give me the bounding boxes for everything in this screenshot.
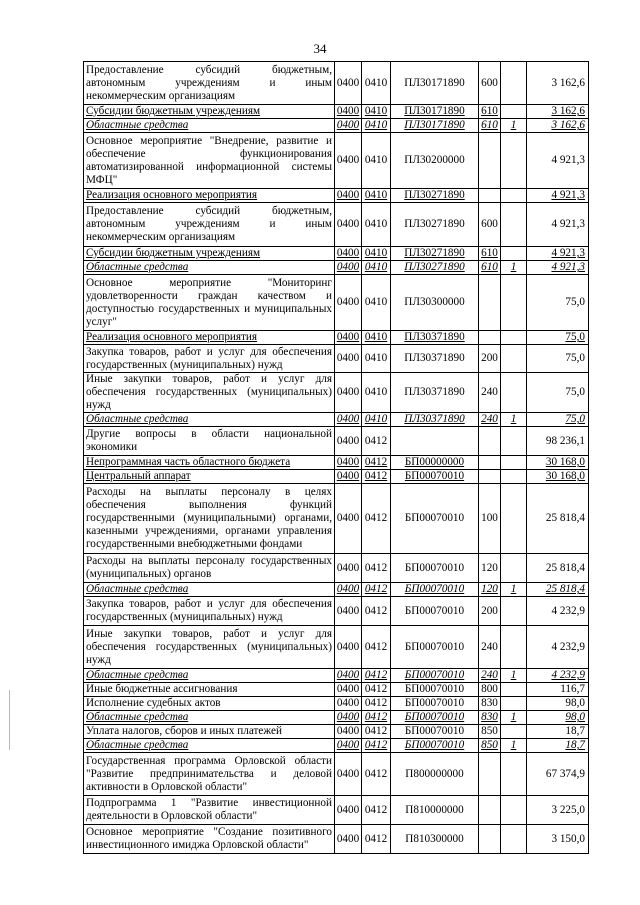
row-ved-code: 0400 bbox=[335, 247, 362, 261]
row-expense-type: 100 bbox=[479, 484, 501, 554]
row-ved-code: 0400 bbox=[335, 583, 362, 597]
row-ved-code: 0400 bbox=[335, 413, 362, 427]
row-ved-code: 0400 bbox=[335, 119, 362, 133]
table-row bbox=[84, 626, 589, 669]
row-amount: 25 818,4 bbox=[527, 554, 589, 583]
row-ved-code: 0400 bbox=[335, 484, 362, 554]
row-ved-code: 0400 bbox=[335, 711, 362, 725]
row-expense-type: 600 bbox=[479, 62, 501, 105]
row-amount: 25 818,4 bbox=[527, 484, 589, 554]
row-funding-source bbox=[501, 626, 527, 669]
row-expense-type: 610 bbox=[479, 119, 501, 133]
row-expense-type: 850 bbox=[479, 725, 501, 739]
table-row bbox=[84, 247, 589, 261]
table-row bbox=[84, 796, 589, 825]
row-section-code: 0412 bbox=[362, 753, 391, 796]
row-ved-code: 0400 bbox=[335, 62, 362, 105]
row-amount: 75,0 bbox=[527, 373, 589, 413]
row-expense-type: 830 bbox=[479, 711, 501, 725]
row-expense-type: 850 bbox=[479, 739, 501, 753]
row-name: Другие вопросы в области национальной экономики bbox=[84, 427, 335, 456]
margin-mark bbox=[9, 690, 10, 750]
row-funding-source bbox=[501, 470, 527, 484]
row-section-code: 0410 bbox=[362, 413, 391, 427]
table-row bbox=[84, 119, 589, 133]
row-target-article: БП00070010 bbox=[391, 554, 479, 583]
row-target-article: БП00070010 bbox=[391, 697, 479, 711]
row-target-article: П810000000 bbox=[391, 796, 479, 825]
row-section-code: 0412 bbox=[362, 739, 391, 753]
row-expense-type bbox=[479, 456, 501, 470]
row-ved-code: 0400 bbox=[335, 427, 362, 456]
row-funding-source bbox=[501, 484, 527, 554]
row-ved-code: 0400 bbox=[335, 597, 362, 626]
table-row bbox=[84, 456, 589, 470]
row-target-article: ПЛ30271890 bbox=[391, 261, 479, 275]
row-amount: 3 225,0 bbox=[527, 796, 589, 825]
row-section-code: 0412 bbox=[362, 697, 391, 711]
row-amount: 4 232,9 bbox=[527, 669, 589, 683]
row-target-article: БП00070010 bbox=[391, 739, 479, 753]
table-row bbox=[84, 669, 589, 683]
row-section-code: 0412 bbox=[362, 626, 391, 669]
row-section-code: 0410 bbox=[362, 62, 391, 105]
row-name: Основное мероприятие "Мониторинг удовлетворенности граждан качеством и доступностью государственных и муниципальных услуг" bbox=[84, 275, 335, 331]
row-section-code: 0410 bbox=[362, 247, 391, 261]
row-funding-source bbox=[501, 825, 527, 854]
row-ved-code: 0400 bbox=[335, 373, 362, 413]
row-name: Государственная программа Орловской области "Развитие предпринимательства и деловой активности в Орловской области" bbox=[84, 753, 335, 796]
row-expense-type bbox=[479, 133, 501, 189]
row-amount: 30 168,0 bbox=[527, 456, 589, 470]
row-target-article bbox=[391, 427, 479, 456]
row-expense-type bbox=[479, 331, 501, 345]
row-target-article: ПЛ30200000 bbox=[391, 133, 479, 189]
row-section-code: 0410 bbox=[362, 133, 391, 189]
row-amount: 4 921,3 bbox=[527, 247, 589, 261]
row-section-code: 0410 bbox=[362, 345, 391, 373]
page-number: 34 bbox=[313, 41, 327, 56]
row-target-article: БП00070010 bbox=[391, 683, 479, 697]
row-ved-code: 0400 bbox=[335, 203, 362, 247]
row-target-article: ПЛ30271890 bbox=[391, 203, 479, 247]
row-amount: 3 162,6 bbox=[527, 62, 589, 105]
row-name: Уплата налогов, сборов и иных платежей bbox=[84, 725, 335, 739]
table-row bbox=[84, 105, 589, 119]
row-name: Расходы на выплаты персоналу государственных (муниципальных) органов bbox=[84, 554, 335, 583]
row-target-article: ПЛ30171890 bbox=[391, 119, 479, 133]
row-amount: 18,7 bbox=[527, 725, 589, 739]
row-section-code: 0412 bbox=[362, 484, 391, 554]
table-row bbox=[84, 554, 589, 583]
row-name: Закупка товаров, работ и услуг для обеспечения государственных (муниципальных) нужд bbox=[84, 345, 335, 373]
table-row bbox=[84, 275, 589, 331]
row-section-code: 0410 bbox=[362, 331, 391, 345]
row-target-article: ПЛ30171890 bbox=[391, 62, 479, 105]
row-amount: 3 162,6 bbox=[527, 105, 589, 119]
row-name: Субсидии бюджетным учреждениям bbox=[84, 105, 335, 119]
row-section-code: 0412 bbox=[362, 456, 391, 470]
row-target-article: ПЛ30371890 bbox=[391, 345, 479, 373]
row-name: Областные средства bbox=[84, 739, 335, 753]
table-row bbox=[84, 739, 589, 753]
table-row bbox=[84, 331, 589, 345]
row-name: Иные закупки товаров, работ и услуг для обеспечения государственных (муниципальных) нужд bbox=[84, 373, 335, 413]
row-expense-type bbox=[479, 189, 501, 203]
row-funding-source bbox=[501, 554, 527, 583]
row-target-article: БП00070010 bbox=[391, 470, 479, 484]
row-section-code: 0410 bbox=[362, 373, 391, 413]
row-ved-code: 0400 bbox=[335, 456, 362, 470]
row-target-article: БП00070010 bbox=[391, 597, 479, 626]
row-expense-type: 830 bbox=[479, 697, 501, 711]
table-row bbox=[84, 825, 589, 854]
row-target-article: П800000000 bbox=[391, 753, 479, 796]
row-name: Реализация основного мероприятия bbox=[84, 331, 335, 345]
row-funding-source: 1 bbox=[501, 583, 527, 597]
row-target-article: БП00070010 bbox=[391, 669, 479, 683]
row-expense-type: 240 bbox=[479, 626, 501, 669]
row-section-code: 0412 bbox=[362, 554, 391, 583]
row-section-code: 0412 bbox=[362, 725, 391, 739]
table-row bbox=[84, 345, 589, 373]
row-section-code: 0412 bbox=[362, 583, 391, 597]
row-name: Областные средства bbox=[84, 711, 335, 725]
row-funding-source bbox=[501, 62, 527, 105]
row-name: Областные средства bbox=[84, 583, 335, 597]
row-expense-type bbox=[479, 753, 501, 796]
table-row bbox=[84, 711, 589, 725]
row-funding-source: 1 bbox=[501, 261, 527, 275]
row-funding-source bbox=[501, 697, 527, 711]
row-amount: 75,0 bbox=[527, 275, 589, 331]
row-funding-source: 1 bbox=[501, 669, 527, 683]
row-section-code: 0412 bbox=[362, 825, 391, 854]
table-row bbox=[84, 697, 589, 711]
row-target-article: ПЛ30371890 bbox=[391, 413, 479, 427]
row-section-code: 0410 bbox=[362, 261, 391, 275]
row-target-article: БП00070010 bbox=[391, 484, 479, 554]
row-ved-code: 0400 bbox=[335, 739, 362, 753]
table-row bbox=[84, 470, 589, 484]
row-ved-code: 0400 bbox=[335, 683, 362, 697]
row-name: Непрограммная часть областного бюджета bbox=[84, 456, 335, 470]
table-row bbox=[84, 725, 589, 739]
row-name: Областные средства bbox=[84, 119, 335, 133]
table-row bbox=[84, 597, 589, 626]
row-expense-type: 610 bbox=[479, 247, 501, 261]
row-ved-code: 0400 bbox=[335, 275, 362, 331]
row-ved-code: 0400 bbox=[335, 626, 362, 669]
row-name: Областные средства bbox=[84, 261, 335, 275]
row-name: Иные бюджетные ассигнования bbox=[84, 683, 335, 697]
row-section-code: 0412 bbox=[362, 796, 391, 825]
row-ved-code: 0400 bbox=[335, 725, 362, 739]
row-section-code: 0410 bbox=[362, 275, 391, 331]
row-section-code: 0410 bbox=[362, 119, 391, 133]
row-target-article: ПЛ30371890 bbox=[391, 373, 479, 413]
row-funding-source bbox=[501, 796, 527, 825]
row-funding-source bbox=[501, 597, 527, 626]
row-amount: 98,0 bbox=[527, 711, 589, 725]
table-row bbox=[84, 427, 589, 456]
table-row bbox=[84, 413, 589, 427]
row-funding-source bbox=[501, 683, 527, 697]
row-ved-code: 0400 bbox=[335, 133, 362, 189]
row-expense-type bbox=[479, 796, 501, 825]
row-funding-source: 1 bbox=[501, 413, 527, 427]
table-row bbox=[84, 753, 589, 796]
row-section-code: 0412 bbox=[362, 711, 391, 725]
row-section-code: 0412 bbox=[362, 683, 391, 697]
row-expense-type: 240 bbox=[479, 373, 501, 413]
row-funding-source bbox=[501, 427, 527, 456]
row-target-article: ПЛ30171890 bbox=[391, 105, 479, 119]
row-amount: 98 236,1 bbox=[527, 427, 589, 456]
row-ved-code: 0400 bbox=[335, 189, 362, 203]
row-ved-code: 0400 bbox=[335, 669, 362, 683]
row-expense-type bbox=[479, 825, 501, 854]
row-name: Центральный аппарат bbox=[84, 470, 335, 484]
row-ved-code: 0400 bbox=[335, 470, 362, 484]
table-row bbox=[84, 203, 589, 247]
row-ved-code: 0400 bbox=[335, 345, 362, 373]
row-name: Подпрограмма 1 "Развитие инвестиционной деятельности в Орловской области" bbox=[84, 796, 335, 825]
row-funding-source bbox=[501, 105, 527, 119]
row-amount: 4 921,3 bbox=[527, 133, 589, 189]
row-section-code: 0412 bbox=[362, 669, 391, 683]
row-name: Иные закупки товаров, работ и услуг для обеспечения государственных (муниципальных) нужд bbox=[84, 626, 335, 669]
row-expense-type: 200 bbox=[479, 597, 501, 626]
row-ved-code: 0400 bbox=[335, 796, 362, 825]
row-name: Предоставление субсидий бюджетным, автономным учреждениям и иным некоммерческим организациям bbox=[84, 62, 335, 105]
row-ved-code: 0400 bbox=[335, 261, 362, 275]
table-row bbox=[84, 683, 589, 697]
row-amount: 4 921,3 bbox=[527, 261, 589, 275]
row-target-article: ПЛ30271890 bbox=[391, 189, 479, 203]
row-target-article: БП00070010 bbox=[391, 725, 479, 739]
row-name: Основное мероприятие "Создание позитивного инвестиционного имиджа Орловской области" bbox=[84, 825, 335, 854]
row-funding-source: 1 bbox=[501, 711, 527, 725]
row-target-article: ПЛ30300000 bbox=[391, 275, 479, 331]
row-funding-source: 1 bbox=[501, 739, 527, 753]
row-funding-source bbox=[501, 345, 527, 373]
row-target-article: П810300000 bbox=[391, 825, 479, 854]
table-row bbox=[84, 133, 589, 189]
row-name: Областные средства bbox=[84, 413, 335, 427]
row-name: Основное мероприятие "Внедрение, развитие и обеспечение функционирования автоматизированной информационной системы МФЦ" bbox=[84, 133, 335, 189]
row-name: Областные средства bbox=[84, 669, 335, 683]
row-target-article: БП00000000 bbox=[391, 456, 479, 470]
row-ved-code: 0400 bbox=[335, 697, 362, 711]
table-row bbox=[84, 373, 589, 413]
row-funding-source bbox=[501, 203, 527, 247]
table-row bbox=[84, 583, 589, 597]
row-name: Субсидии бюджетным учреждениям bbox=[84, 247, 335, 261]
row-expense-type: 610 bbox=[479, 105, 501, 119]
row-amount: 75,0 bbox=[527, 331, 589, 345]
table-row bbox=[84, 261, 589, 275]
row-ved-code: 0400 bbox=[335, 554, 362, 583]
table-row bbox=[84, 484, 589, 554]
row-name: Реализация основного мероприятия bbox=[84, 189, 335, 203]
row-funding-source bbox=[501, 725, 527, 739]
row-expense-type: 240 bbox=[479, 669, 501, 683]
row-ved-code: 0400 bbox=[335, 753, 362, 796]
row-section-code: 0410 bbox=[362, 189, 391, 203]
budget-table bbox=[83, 61, 589, 854]
row-amount: 116,7 bbox=[527, 683, 589, 697]
row-funding-source bbox=[501, 331, 527, 345]
row-amount: 3 150,0 bbox=[527, 825, 589, 854]
row-target-article: БП00070010 bbox=[391, 626, 479, 669]
row-funding-source bbox=[501, 189, 527, 203]
row-name: Расходы на выплаты персоналу в целях обеспечения выполнения функций государственными (муниципальными) органами, казенными учреждениями, органами управления государственными внебюджетными фондами bbox=[84, 484, 335, 554]
row-ved-code: 0400 bbox=[335, 105, 362, 119]
row-amount: 3 162,6 bbox=[527, 119, 589, 133]
row-funding-source bbox=[501, 133, 527, 189]
row-amount: 4 232,9 bbox=[527, 626, 589, 669]
table-row bbox=[84, 189, 589, 203]
row-amount: 25 818,4 bbox=[527, 583, 589, 597]
row-funding-source bbox=[501, 753, 527, 796]
row-ved-code: 0400 bbox=[335, 331, 362, 345]
row-target-article: БП00070010 bbox=[391, 583, 479, 597]
row-expense-type: 120 bbox=[479, 554, 501, 583]
row-name: Закупка товаров, работ и услуг для обеспечения государственных (муниципальных) нужд bbox=[84, 597, 335, 626]
table-row bbox=[84, 62, 589, 105]
row-amount: 98,0 bbox=[527, 697, 589, 711]
row-expense-type: 600 bbox=[479, 203, 501, 247]
row-funding-source: 1 bbox=[501, 119, 527, 133]
row-expense-type bbox=[479, 275, 501, 331]
row-funding-source bbox=[501, 373, 527, 413]
row-expense-type: 610 bbox=[479, 261, 501, 275]
row-section-code: 0412 bbox=[362, 427, 391, 456]
row-funding-source bbox=[501, 275, 527, 331]
row-amount: 4 921,3 bbox=[527, 189, 589, 203]
table-body bbox=[84, 62, 589, 854]
row-section-code: 0410 bbox=[362, 105, 391, 119]
row-amount: 75,0 bbox=[527, 413, 589, 427]
row-expense-type: 120 bbox=[479, 583, 501, 597]
row-name: Предоставление субсидий бюджетным, автономным учреждениям и иным некоммерческим организациям bbox=[84, 203, 335, 247]
row-target-article: ПЛ30371890 bbox=[391, 331, 479, 345]
row-funding-source bbox=[501, 456, 527, 470]
row-amount: 4 921,3 bbox=[527, 203, 589, 247]
row-amount: 4 232,9 bbox=[527, 597, 589, 626]
row-expense-type: 800 bbox=[479, 683, 501, 697]
row-target-article: ПЛ30271890 bbox=[391, 247, 479, 261]
row-expense-type: 200 bbox=[479, 345, 501, 373]
row-amount: 30 168,0 bbox=[527, 470, 589, 484]
row-amount: 67 374,9 bbox=[527, 753, 589, 796]
row-section-code: 0410 bbox=[362, 203, 391, 247]
row-amount: 75,0 bbox=[527, 345, 589, 373]
row-amount: 18,7 bbox=[527, 739, 589, 753]
row-section-code: 0412 bbox=[362, 597, 391, 626]
row-expense-type bbox=[479, 470, 501, 484]
row-expense-type: 240 bbox=[479, 413, 501, 427]
row-expense-type bbox=[479, 427, 501, 456]
row-target-article: БП00070010 bbox=[391, 711, 479, 725]
row-ved-code: 0400 bbox=[335, 825, 362, 854]
row-section-code: 0412 bbox=[362, 470, 391, 484]
row-name: Исполнение судебных актов bbox=[84, 697, 335, 711]
row-funding-source bbox=[501, 247, 527, 261]
